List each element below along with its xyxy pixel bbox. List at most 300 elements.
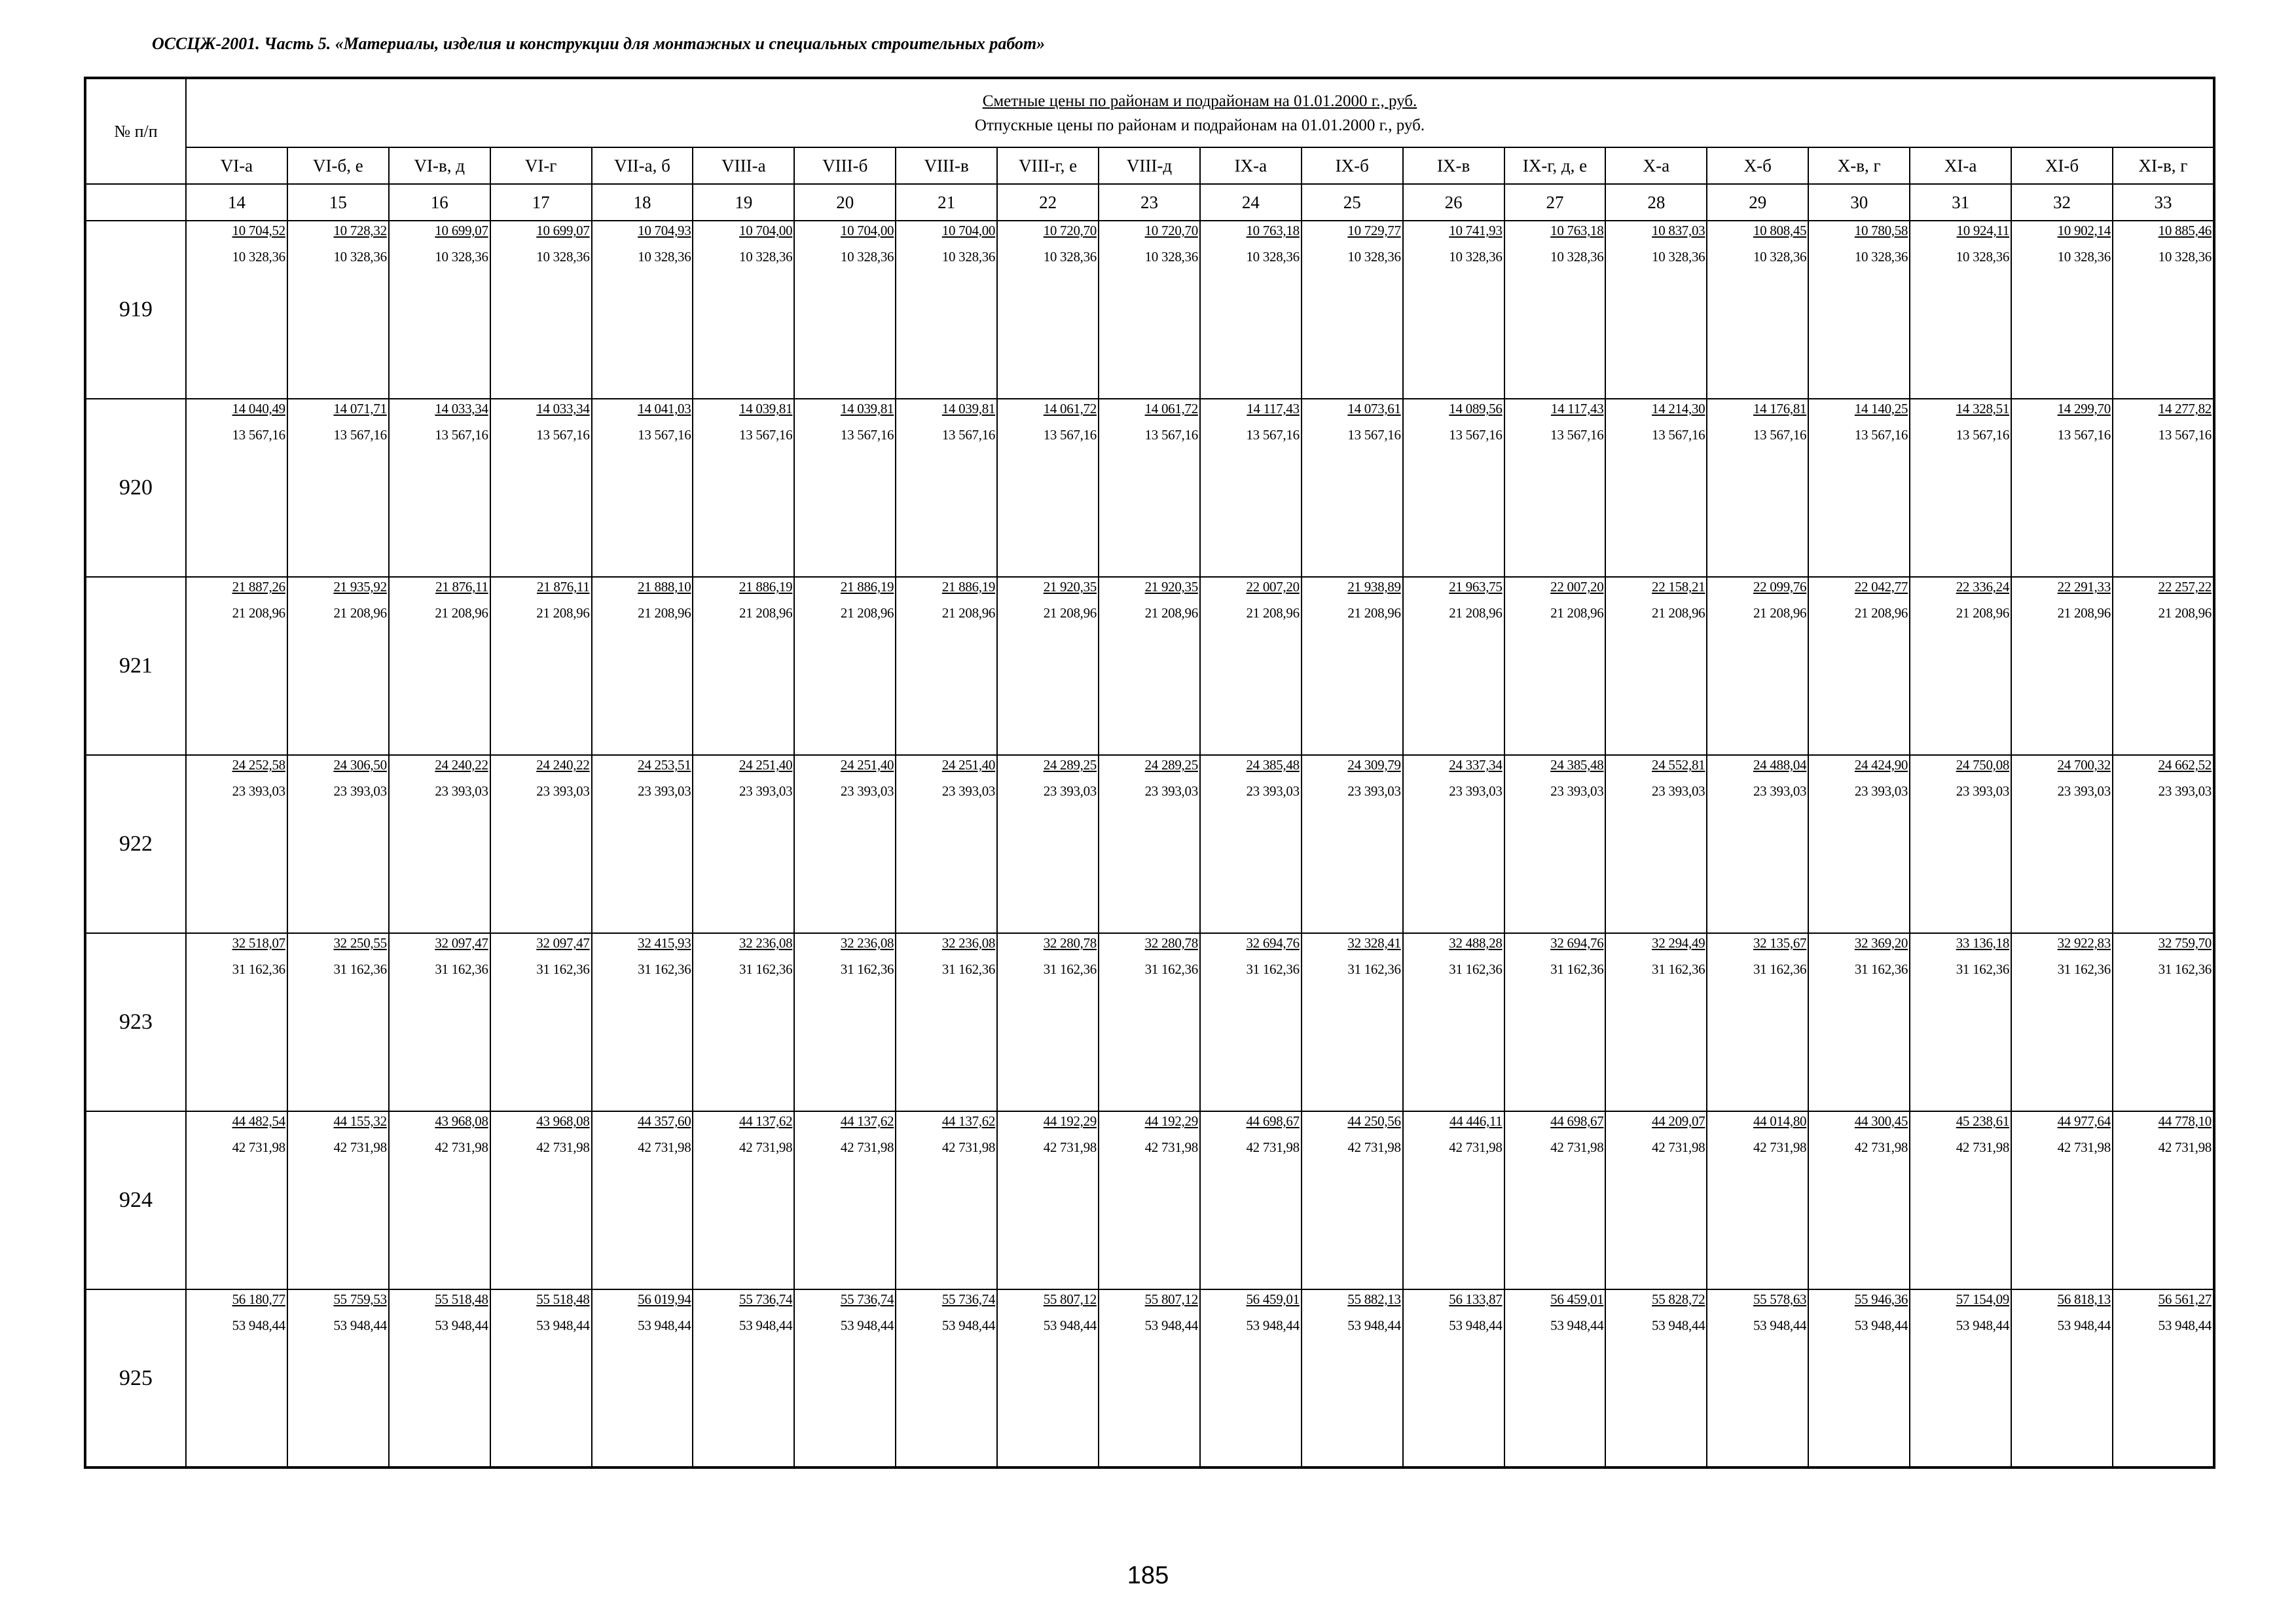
release-price: 23 393,03 [1956, 783, 2010, 799]
release-price: 13 567,16 [1753, 427, 1807, 443]
region-header: VIII-а [693, 147, 794, 184]
column-number-cell: 20 [794, 184, 896, 221]
release-price: 13 567,16 [2057, 427, 2111, 443]
price-cell [1910, 399, 2011, 577]
estimate-price: 55 578,63 [1753, 1291, 1807, 1307]
row-number: 922 [85, 755, 186, 933]
price-cell [592, 399, 693, 577]
release-price: 31 162,36 [1144, 961, 1198, 977]
column-number-cell: 31 [1910, 184, 2011, 221]
estimate-price-wrap [1809, 934, 1909, 955]
estimate-price-wrap [1201, 934, 1301, 955]
price-cell [287, 933, 389, 1111]
price-cell [1605, 933, 1707, 1111]
estimate-price: 14 039,81 [739, 401, 793, 416]
estimate-price-wrap [896, 221, 996, 242]
region-header: XI-б [2011, 147, 2113, 184]
region-header: XI-а [1910, 147, 2011, 184]
estimate-price: 32 236,08 [840, 935, 894, 951]
price-cell [1808, 399, 1910, 577]
estimate-price: 24 252,58 [232, 757, 285, 773]
release-price: 53 948,44 [739, 1318, 793, 1333]
estimate-price: 32 097,47 [435, 935, 488, 951]
price-cell [490, 577, 592, 755]
price-cell [389, 1289, 490, 1467]
estimate-price: 32 369,20 [1854, 935, 1908, 951]
price-cell [1504, 577, 1606, 755]
price-cell [896, 1289, 997, 1467]
column-number-cell: 18 [592, 184, 693, 221]
estimate-price-wrap [1910, 934, 2011, 955]
release-price: 10 328,36 [435, 249, 488, 265]
price-cell [1605, 577, 1707, 755]
estimate-price-wrap [390, 1112, 490, 1133]
estimate-price-wrap [491, 934, 591, 955]
estimate-price-wrap [1606, 399, 1706, 420]
price-cell [2113, 933, 2214, 1111]
estimate-price: 14 033,34 [536, 401, 590, 416]
estimate-price-wrap [2113, 934, 2213, 955]
release-price: 21 208,96 [232, 605, 285, 621]
estimate-price-wrap [1302, 934, 1402, 955]
table-row [85, 399, 2214, 577]
price-cell [1200, 399, 1302, 577]
release-price: 21 208,96 [1956, 605, 2010, 621]
estimate-price-wrap [1707, 1290, 1808, 1311]
estimate-price: 24 309,79 [1347, 757, 1401, 773]
release-price: 13 567,16 [1652, 427, 1705, 443]
estimate-price: 56 133,87 [1449, 1291, 1503, 1307]
column-number-cell: 26 [1403, 184, 1504, 221]
release-price: 42 731,98 [435, 1139, 488, 1155]
estimate-price-wrap [795, 934, 895, 955]
price-cell [2011, 1111, 2113, 1289]
release-price: 31 162,36 [739, 961, 793, 977]
price-cell [186, 399, 287, 577]
region-header: X-а [1605, 147, 1707, 184]
price-cell [1605, 1111, 1707, 1289]
estimate-price-wrap [1302, 1290, 1402, 1311]
estimate-price: 14 140,25 [1854, 401, 1908, 416]
price-cell [389, 1111, 490, 1289]
estimate-price: 21 886,19 [739, 579, 793, 595]
release-price: 13 567,16 [638, 427, 691, 443]
price-cell [1302, 221, 1403, 399]
price-cell [592, 755, 693, 933]
price-cell [794, 755, 896, 933]
running-header: ОССЦЖ-2001. Часть 5. «Материалы, изделия и конструкции для монтажных и специальных строительных работ» [152, 34, 1046, 53]
estimate-price-wrap [1910, 578, 2011, 599]
price-cell [896, 1111, 997, 1289]
release-price: 21 208,96 [1753, 605, 1807, 621]
price-cell [2113, 221, 2214, 399]
estimate-price: 24 385,48 [1550, 757, 1604, 773]
column-number-cell: 22 [997, 184, 1099, 221]
estimate-price-wrap [187, 934, 287, 955]
release-price: 42 731,98 [1043, 1139, 1097, 1155]
estimate-price-wrap [187, 399, 287, 420]
estimate-price-wrap [1910, 1290, 2011, 1311]
price-cell [1200, 1289, 1302, 1467]
region-header: IX-б [1302, 147, 1403, 184]
estimate-price: 24 251,40 [739, 757, 793, 773]
estimate-price: 32 280,78 [1043, 935, 1097, 951]
estimate-price-wrap [795, 1112, 895, 1133]
estimate-price: 55 736,74 [840, 1291, 894, 1307]
release-price: 10 328,36 [840, 249, 894, 265]
estimate-price-wrap [1606, 1290, 1706, 1311]
price-cell [896, 933, 997, 1111]
estimate-price-wrap [491, 1290, 591, 1311]
release-price: 13 567,16 [536, 427, 590, 443]
release-price: 13 567,16 [941, 427, 996, 443]
release-price: 23 393,03 [333, 783, 387, 799]
estimate-price: 24 424,90 [1854, 757, 1908, 773]
release-price: 21 208,96 [840, 605, 894, 621]
estimate-price: 55 736,74 [941, 1291, 996, 1307]
estimate-price-wrap [491, 1112, 591, 1133]
column-number-cell: 23 [1099, 184, 1200, 221]
estimate-price: 44 192,29 [1144, 1113, 1198, 1129]
table-row [85, 755, 2214, 933]
price-cell [1707, 577, 1808, 755]
price-cell [490, 1111, 592, 1289]
price-cell [896, 399, 997, 577]
release-price: 13 567,16 [232, 427, 285, 443]
release-price: 42 731,98 [333, 1139, 387, 1155]
estimate-price: 21 938,89 [1347, 579, 1401, 595]
estimate-price-wrap [187, 578, 287, 599]
release-price: 31 162,36 [1652, 961, 1705, 977]
price-cell [1504, 933, 1606, 1111]
estimate-price: 10 763,18 [1550, 223, 1604, 238]
price-cell [1200, 577, 1302, 755]
estimate-price-wrap [2113, 1112, 2213, 1133]
price-cell [1808, 1111, 1910, 1289]
estimate-price: 55 759,53 [333, 1291, 387, 1307]
estimate-price: 14 117,43 [1550, 401, 1604, 416]
release-price: 31 162,36 [536, 961, 590, 977]
price-cell [2113, 1111, 2214, 1289]
price-cell [1808, 755, 1910, 933]
price-cell [1605, 399, 1707, 577]
estimate-price: 44 192,29 [1043, 1113, 1097, 1129]
estimate-price: 14 214,30 [1652, 401, 1705, 416]
region-header: IX-г, д, е [1504, 147, 1606, 184]
estimate-price: 32 694,76 [1246, 935, 1300, 951]
estimate-price-wrap [2012, 1290, 2112, 1311]
estimate-price: 21 963,75 [1449, 579, 1503, 595]
release-price: 31 162,36 [1043, 961, 1097, 977]
estimate-price-wrap [1707, 1112, 1808, 1133]
release-price: 53 948,44 [2057, 1318, 2111, 1333]
price-cell [287, 755, 389, 933]
release-price: 23 393,03 [1246, 783, 1300, 799]
price-cell [1403, 399, 1504, 577]
price-cell [1910, 221, 2011, 399]
price-cell [1504, 1289, 1606, 1467]
estimate-price-wrap [1099, 756, 1199, 777]
release-price: 42 731,98 [1246, 1139, 1300, 1155]
estimate-price-wrap [896, 1290, 996, 1311]
estimate-price: 55 518,48 [435, 1291, 488, 1307]
price-cell [1707, 221, 1808, 399]
estimate-price-wrap [1505, 1112, 1605, 1133]
estimate-price-wrap [592, 756, 693, 777]
region-header: IX-а [1200, 147, 1302, 184]
estimate-price-wrap [1404, 1112, 1504, 1133]
estimate-price-wrap [1910, 756, 2011, 777]
column-number-cell: 21 [896, 184, 997, 221]
estimate-price: 14 071,71 [333, 401, 387, 416]
estimate-price: 32 694,76 [1550, 935, 1604, 951]
estimate-price-title: Сметные цены по районам и подрайонам на 01.01.2000 г., руб. [982, 92, 1417, 110]
estimate-price: 10 728,32 [333, 223, 387, 238]
estimate-price: 22 336,24 [1956, 579, 2010, 595]
estimate-price-wrap [998, 934, 1098, 955]
price-cell [794, 933, 896, 1111]
estimate-price: 10 704,93 [638, 223, 691, 238]
release-price: 42 731,98 [1347, 1139, 1401, 1155]
estimate-price: 10 704,52 [232, 223, 285, 238]
estimate-price-wrap [896, 934, 996, 955]
region-header: VIII-б [794, 147, 896, 184]
estimate-price: 24 385,48 [1246, 757, 1300, 773]
release-price: 21 208,96 [2158, 605, 2212, 621]
release-price: 31 162,36 [1246, 961, 1300, 977]
estimate-price-wrap [1404, 399, 1504, 420]
price-cell [389, 755, 490, 933]
release-price: 21 208,96 [1449, 605, 1503, 621]
estimate-price: 44 209,07 [1652, 1113, 1705, 1129]
estimate-price: 24 251,40 [840, 757, 894, 773]
estimate-price: 24 552,81 [1652, 757, 1705, 773]
estimate-price: 24 700,32 [2057, 757, 2111, 773]
estimate-price-wrap [1809, 1290, 1909, 1311]
estimate-price-wrap [1201, 578, 1301, 599]
estimate-price: 10 704,00 [739, 223, 793, 238]
estimate-price-wrap [187, 221, 287, 242]
release-price: 42 731,98 [1956, 1139, 2010, 1155]
estimate-price-wrap [592, 578, 693, 599]
price-cell [1302, 399, 1403, 577]
estimate-price: 14 040,49 [232, 401, 285, 416]
release-price: 21 208,96 [1246, 605, 1300, 621]
estimate-price: 22 291,33 [2057, 579, 2111, 595]
estimate-price: 14 061,72 [1144, 401, 1198, 416]
estimate-price-wrap [288, 578, 388, 599]
release-price: 42 731,98 [1144, 1139, 1198, 1155]
region-header-row [85, 147, 2214, 184]
estimate-price-wrap [795, 399, 895, 420]
estimate-price-wrap [693, 1112, 793, 1133]
estimate-price: 10 729,77 [1347, 223, 1401, 238]
price-cell [592, 933, 693, 1111]
release-price: 23 393,03 [1753, 783, 1807, 799]
region-header: X-б [1707, 147, 1808, 184]
estimate-price-wrap [187, 1290, 287, 1311]
price-cell [1707, 755, 1808, 933]
estimate-price-wrap [1201, 756, 1301, 777]
row-number: 924 [85, 1111, 186, 1289]
estimate-price: 14 176,81 [1753, 401, 1807, 416]
price-cell [1504, 1111, 1606, 1289]
estimate-price: 14 117,43 [1247, 401, 1300, 416]
estimate-price: 24 662,52 [2158, 757, 2212, 773]
region-header: VI-г [490, 147, 592, 184]
price-cell [389, 933, 490, 1111]
estimate-price-wrap [998, 1290, 1098, 1311]
price-cell [2011, 933, 2113, 1111]
estimate-price: 43 968,08 [536, 1113, 590, 1129]
region-header: VIII-в [896, 147, 997, 184]
estimate-price-wrap [491, 756, 591, 777]
region-header: VI-а [186, 147, 287, 184]
price-cell [1707, 1289, 1808, 1467]
price-cell [1504, 755, 1606, 933]
release-price: 21 208,96 [941, 605, 996, 621]
release-price: 13 567,16 [840, 427, 894, 443]
estimate-price: 24 750,08 [1956, 757, 2010, 773]
estimate-price: 32 759,70 [2158, 935, 2212, 951]
estimate-price-wrap [1404, 578, 1504, 599]
estimate-price: 24 289,25 [1043, 757, 1097, 773]
release-price: 23 393,03 [2158, 783, 2212, 799]
release-price: 10 328,36 [2158, 249, 2212, 265]
estimate-price-wrap [2012, 399, 2112, 420]
price-cell [186, 1111, 287, 1289]
price-cell [1707, 399, 1808, 577]
release-price: 10 328,36 [1449, 249, 1503, 265]
release-price: 31 162,36 [638, 961, 691, 977]
price-cell [490, 1289, 592, 1467]
estimate-price: 21 935,92 [333, 579, 387, 595]
price-cell [389, 399, 490, 577]
price-cell [1910, 1289, 2011, 1467]
estimate-price-wrap [1606, 756, 1706, 777]
estimate-price-wrap [1404, 221, 1504, 242]
release-price: 31 162,36 [941, 961, 996, 977]
estimate-price: 14 061,72 [1043, 401, 1097, 416]
release-price: 31 162,36 [2057, 961, 2111, 977]
price-cell [1200, 755, 1302, 933]
estimate-price: 44 357,60 [638, 1113, 691, 1129]
column-number-cell [85, 184, 186, 221]
price-cell [1099, 1111, 1200, 1289]
estimate-price-wrap [1707, 221, 1808, 242]
region-header: XI-в, г [2113, 147, 2214, 184]
price-cell [1504, 399, 1606, 577]
release-price: 21 208,96 [739, 605, 793, 621]
estimate-price: 10 808,45 [1753, 223, 1807, 238]
price-cell [1910, 577, 2011, 755]
price-cell [693, 577, 794, 755]
release-price: 53 948,44 [1043, 1318, 1097, 1333]
column-number-cell: 33 [2113, 184, 2214, 221]
estimate-price: 22 007,20 [1550, 579, 1604, 595]
estimate-price-wrap [2113, 221, 2213, 242]
estimate-price-wrap [896, 578, 996, 599]
release-price: 31 162,36 [1753, 961, 1807, 977]
release-price: 53 948,44 [1347, 1318, 1401, 1333]
estimate-price-wrap [1099, 934, 1199, 955]
estimate-price: 10 885,46 [2158, 223, 2212, 238]
price-cell [1808, 221, 1910, 399]
estimate-price: 24 253,51 [638, 757, 691, 773]
price-cell [2011, 577, 2113, 755]
estimate-price: 56 818,13 [2057, 1291, 2111, 1307]
release-price: 13 567,16 [1550, 427, 1604, 443]
estimate-price: 32 415,93 [638, 935, 691, 951]
estimate-price: 10 699,07 [536, 223, 590, 238]
price-cell [1099, 221, 1200, 399]
estimate-price: 44 698,67 [1550, 1113, 1604, 1129]
estimate-price-wrap [1809, 1112, 1909, 1133]
estimate-price: 10 741,93 [1449, 223, 1503, 238]
estimate-price-wrap [1707, 399, 1808, 420]
price-cell [2011, 221, 2113, 399]
release-price: 53 948,44 [1956, 1318, 2010, 1333]
release-price: 13 567,16 [1144, 427, 1198, 443]
price-cell [1403, 933, 1504, 1111]
estimate-price-wrap [1606, 221, 1706, 242]
price-cell [186, 755, 287, 933]
release-price: 13 567,16 [1246, 427, 1300, 443]
estimate-price-wrap [998, 1112, 1098, 1133]
release-price: 23 393,03 [1144, 783, 1198, 799]
release-price: 23 393,03 [638, 783, 691, 799]
estimate-price-wrap [1505, 1290, 1605, 1311]
estimate-price-wrap [693, 399, 793, 420]
price-cell [1302, 755, 1403, 933]
estimate-price: 14 039,81 [941, 401, 996, 416]
price-cell [794, 399, 896, 577]
price-cell [1403, 1111, 1504, 1289]
release-price: 13 567,16 [333, 427, 387, 443]
estimate-price-wrap [288, 756, 388, 777]
release-price: 31 162,36 [1550, 961, 1604, 977]
estimate-price: 44 300,45 [1854, 1113, 1908, 1129]
estimate-price: 44 137,62 [739, 1113, 793, 1129]
release-price: 53 948,44 [435, 1318, 488, 1333]
release-price: 10 328,36 [1652, 249, 1705, 265]
release-price: 42 731,98 [2057, 1139, 2111, 1155]
estimate-price-wrap [288, 1290, 388, 1311]
price-cell [2113, 755, 2214, 933]
estimate-price: 21 888,10 [638, 579, 691, 595]
estimate-price-wrap [1099, 1112, 1199, 1133]
release-price: 42 731,98 [232, 1139, 285, 1155]
price-cell [693, 933, 794, 1111]
price-cell [1099, 1289, 1200, 1467]
release-price: 42 731,98 [536, 1139, 590, 1155]
price-cell [997, 577, 1099, 755]
estimate-price-wrap [592, 1290, 693, 1311]
estimate-price: 14 039,81 [840, 401, 894, 416]
release-price: 31 162,36 [1347, 961, 1401, 977]
price-cell [1099, 577, 1200, 755]
price-cell [693, 221, 794, 399]
estimate-price: 10 924,11 [1956, 223, 2010, 238]
estimate-price-wrap [390, 934, 490, 955]
estimate-price: 32 518,07 [232, 935, 285, 951]
price-cell [1910, 933, 2011, 1111]
estimate-price-wrap [592, 221, 693, 242]
estimate-price: 22 099,76 [1753, 579, 1807, 595]
price-cell [2011, 755, 2113, 933]
estimate-price-wrap [1505, 934, 1605, 955]
estimate-price: 14 073,61 [1347, 401, 1401, 416]
